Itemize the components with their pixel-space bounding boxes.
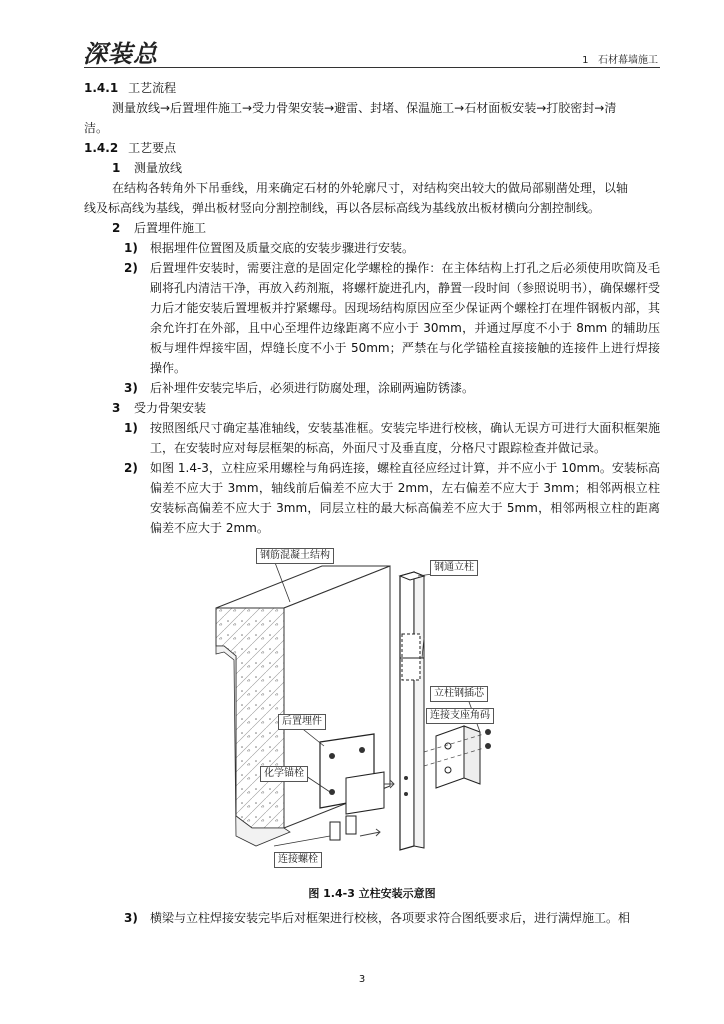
label-steel-column: 钢通立柱 [430,560,478,576]
label-bracket-angle: 连接支座角码 [426,708,494,724]
company-logo: 深装总 [83,39,158,68]
column-installation-figure [84,546,660,882]
label-concrete-structure: 钢筋混凝土结构 [256,548,334,564]
section-1-4-1-heading: 1.4.1 工艺流程 [84,81,177,95]
chapter-title: 石材幕墙施工 [598,55,658,66]
point-3-item-2: 2) 如图 1.4-3，立柱应采用螺栓与角码连接，螺栓直径应经过计算，并不应小于 10mm。安装标高偏差不应大于 3mm，轴线前后偏差不应大于 2mm，左右偏差不应大于 3mm；相邻两根立柱安装标高偏差不应大于 3mm，同层立柱的最大标高偏差不应大于 5mm，相邻两根立柱的距离偏差不应大于 2mm。 [124,461,660,535]
point-2-item-3: 3) 后补埋件安装完毕后，必须进行防腐处理，涂刷两遍防锈漆。 [124,381,475,395]
page-number: 3 [358,974,366,985]
flow-text-line-1: 测量放线→后置埋件施工→受力骨架安装→避雷、封堵、保温施工→石材面板安装→打胶密封→清 [112,101,617,115]
header-divider [84,67,660,68]
figure-drawing [84,546,660,882]
point-3-item-1: 1) 按照图纸尺寸确定基准轴线，安装基准框。安装完毕进行校核，确认无误方可进行大面积框架施工，在安装时应对每层框架的标高，外面尺寸及垂直度，分格尺寸跟踪检查并做记录。 [124,421,660,455]
point-2-item-2: 2) 后置埋件安装时，需要注意的是固定化学螺栓的操作：在主体结构上打孔之后必须使用吹筒及毛刷将孔内清洁干净，再放入药剂瓶，将螺杆旋进孔内，静置一段时间（参照说明书），确保螺杆受力后才能安装后置埋板并拧紧螺母。因现场结构原因应至少保证两个螺栓打在埋件钢板内部，其余允许打在外部，且中心至埋件边缘距离不应小于 30mm，并通过厚度不小于 8mm 的辅助压板与埋件焊接牢固，焊缝长度不小于 50mm；严禁在与化学锚栓直接接触的连接件上进行焊接操作。 [124,261,661,375]
chapter-number: 1 [582,55,589,66]
section-1-4-2-heading: 1.4.2 工艺要点 [84,141,177,155]
point-1-heading: 1 测量放线 [112,161,183,175]
point-1-text-line-1: 在结构各转角外下吊垂线，用来确定石材的外轮廓尺寸，对结构突出较大的做局部剔凿处理，以轴 [112,181,629,195]
point-2-item-1: 1) 根据埋件位置图及质量交底的安装步骤进行安装。 [124,241,415,255]
label-connection-bolt: 连接螺栓 [274,852,322,868]
figure-caption: 图 1.4-3 立柱安装示意图 [308,887,436,900]
point-2-heading: 2 后置埋件施工 [112,221,207,235]
label-chemical-bolt: 化学锚栓 [260,766,308,782]
label-embed-plate: 后置埋件 [278,714,326,730]
embed-plate-drawing [320,734,384,814]
connection-bolt-drawing [330,816,380,840]
point-3-heading: 3 受力骨架安装 [112,401,207,415]
label-column-core: 立柱钢插芯 [430,686,488,702]
point-3-item-3: 3) 横梁与立柱焊接安装完毕后对框架进行校核，各项要求符合图纸要求后，进行满焊施工。相 [124,911,631,925]
running-header [582,51,658,66]
steel-column-drawing [400,572,424,850]
page-body [84,78,660,928]
point-1-text-line-2: 线及标高线为基线，弹出板材竖向分割控制线，再以各层标高线为基线放出板材横向分割控制线。 [84,201,601,215]
flow-text-line-2: 洁。 [84,121,109,135]
